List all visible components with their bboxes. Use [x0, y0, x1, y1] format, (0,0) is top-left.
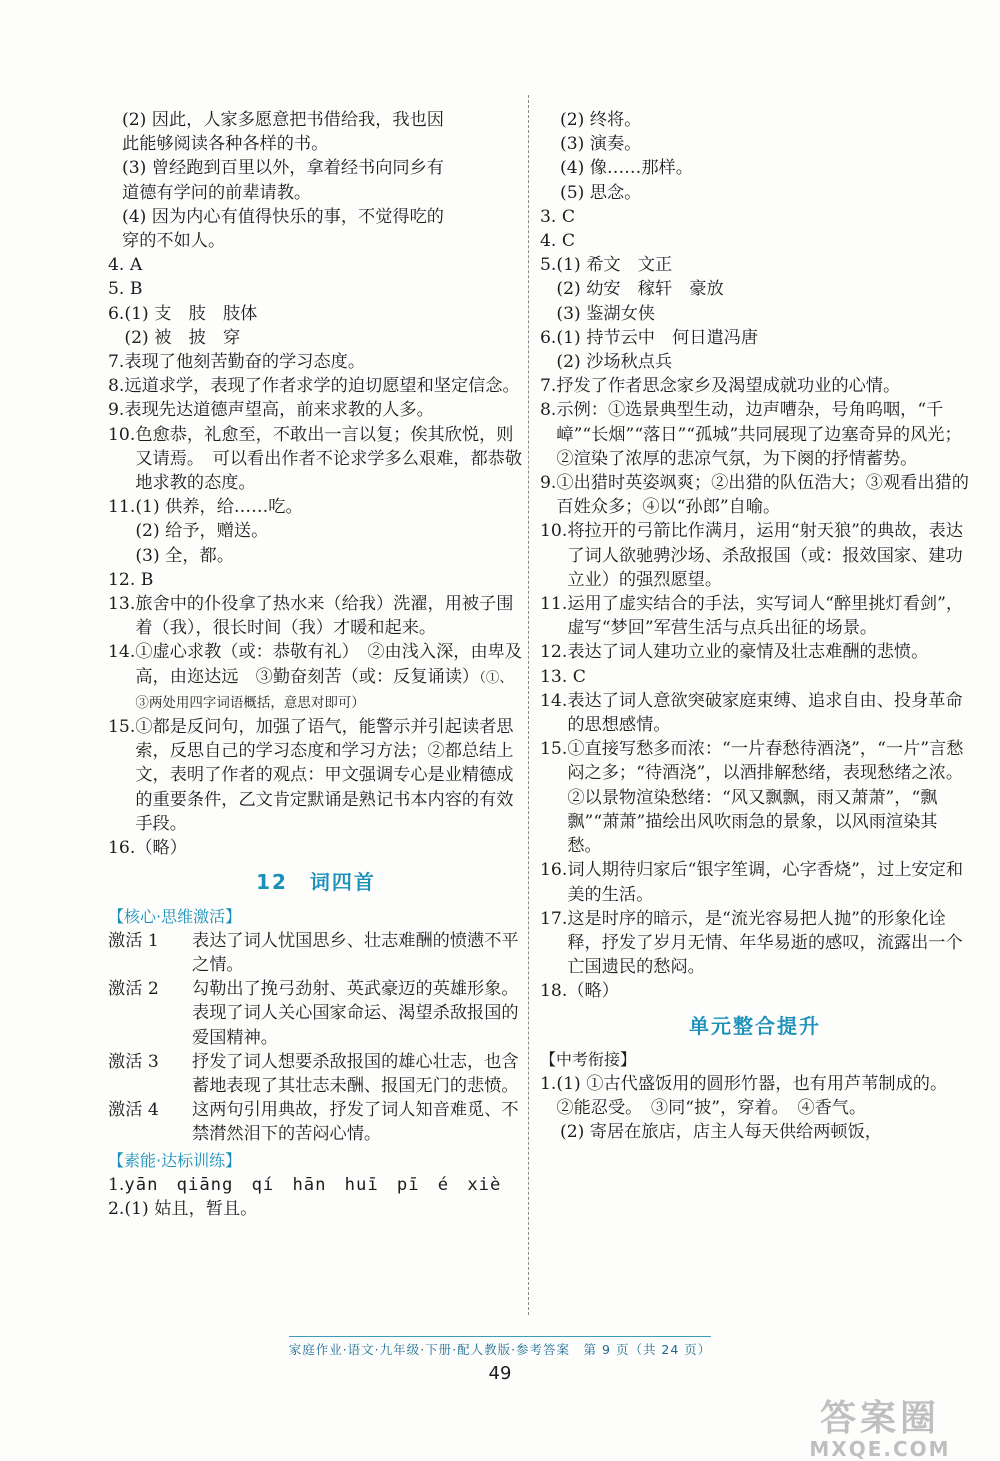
- section-core: 【核心·思维激活】: [108, 906, 242, 926]
- answer-r16: 16. 词人期待归家后“银字笙调，心字香烧”，过上安定和美的生活。: [540, 860, 964, 905]
- answer-15: 15. ①都是反问句，加强了语气，能警示并引起读者思索，反思自己的学习态度和学习方法；②都总结上文，表明了作者的观点：甲文强调专心是业精德成的重要条件，乙文肯定默诵是熟记书本内容的有效手段。: [108, 717, 514, 834]
- answer-r3: 3. C: [540, 206, 576, 227]
- answer-r11: 11. 运用了虚实结合的手法，实写词人“醉里挑灯看剑”，虚写“梦回”军营生活与点兵出征的场景。: [540, 594, 964, 639]
- answer-r14: 14. 表达了词人意欲突破家庭束缚、追求自由、投身革命的思想感情。: [540, 690, 963, 736]
- answer-6: 6. (1) 支 肢 肢体 (2) 被 披 穿: [108, 303, 258, 348]
- right-column: [540, 108, 970, 1145]
- answer-2-5: (5) 思念。: [560, 182, 642, 203]
- answer-r10: 10. 将拉开的弓箭比作满月，运用“射天狼”的典故，表达了词人欲驰骋沙场、杀敌报国（或：报效国家、建功立业）的强烈愿望。: [540, 521, 964, 590]
- answer-r8: 8. 示例：①选景典型生动，边声嘈杂，号角呜咽，“千嶂”“长烟”“落日”“孤城”共同展现了边塞奇异的风光；②渲染了浓厚的悲凉气氛，为下阕的抒情蓄势。: [540, 400, 962, 469]
- exam-1: 1. (1) ①古代盛饭用的圆形竹器，也有用芦苇制成的。 ②能忍受。 ③同“披”，穿着。 ④香气。: [540, 1073, 956, 1119]
- answer-8: 8. 远道求学，表现了作者求学的迫切愿望和坚定信念。: [108, 376, 520, 397]
- training-2: 2. (1) 姑且，暂且。: [108, 1198, 258, 1219]
- page-footer: [0, 1336, 1000, 1358]
- training-1: 1. yān qiāng qí hān huī pī é xiè: [108, 1174, 502, 1195]
- answer-2-4: (4) 像……那样。: [560, 158, 693, 179]
- unit-title: 单元整合提升: [689, 1013, 821, 1038]
- answer-2-2: (2) 终将。: [560, 110, 642, 130]
- lesson-title: 12 词四首: [256, 870, 376, 895]
- answer-12: 12. B: [108, 569, 154, 590]
- answer-3-2: (2) 因此，人家多愿意把书借给我，我也因 此能够阅读各种各样的书。: [122, 110, 444, 155]
- exam-1-2: (2) 寄居在旅店，店主人每天供给两顿饭，: [560, 1122, 882, 1143]
- answer-3-4: (4) 因为内心有值得快乐的事，不觉得吃的 穿的不如人。: [122, 206, 444, 252]
- answer-11: 11. (1) 供养，给……吃。 (2) 给予，赠送。 (3) 全，都。: [108, 497, 303, 566]
- answer-2-3: (3) 演奏。: [560, 134, 642, 155]
- answer-9: 9. 表现先达道德声望高，前来求教的人多。: [108, 400, 434, 421]
- answer-7: 7. 表现了他刻苦勤奋的学习态度。: [108, 352, 366, 373]
- section-skill: 【素能·达标训练】: [108, 1150, 242, 1170]
- watermark-logo: 答案圈 MXQE.COM: [809, 1398, 951, 1461]
- answer-r15: 15. ①直接写愁多而浓：“一片春愁待酒浇”，“一片”言愁闷之多；“待酒浇”，以酒排解愁绪，表现愁绪之浓。②以景物渲染愁绪：“风又飘飘，雨又萧萧”，“飘飘”“萧萧”描绘出风吹雨急的景象，以风雨渲染其愁。: [540, 739, 964, 857]
- answer-r13: 13. C: [540, 666, 586, 687]
- activation-item: 激活 3 抒发了词人想要杀敌报国的雄心壮志，也含蓄地表现了其壮志未酬、报国无门的悲愤。: [108, 1051, 519, 1096]
- page-number: 49: [488, 1363, 512, 1384]
- answer-r5: 5. (1) 希文 文正 (2) 幼安 稼轩 豪放 (3) 鉴湖女侠: [540, 255, 724, 324]
- answer-5: 5. B: [108, 279, 143, 300]
- activation-item: 激活 4 这两句引用典故，抒发了词人知音难觅、不禁潸然泪下的苦闷心情。: [108, 1100, 519, 1145]
- activation-item: 激活 1 表达了词人忧国思乡、壮志难酬的愤懑不平之情。: [108, 930, 519, 975]
- answer-r6: 6. (1) 持节云中 何日遣冯唐 (2) 沙场秋点兵: [540, 327, 759, 373]
- answer-r12: 12. 表达了词人建功立业的豪情及壮志难酬的悲愤。: [540, 642, 929, 663]
- answer-10: 10. 色愈恭，礼愈至，不敢出一言以复；俟其欣悦，则又请焉。 可以看出作者不论求学多么艰难，都恭敬地求教的态度。: [108, 424, 523, 494]
- answer-3-3: (3) 曾经跑到百里以外，拿着经书向同乡有 道德有学问的前辈请教。: [122, 158, 444, 203]
- answer-r4: 4. C: [540, 231, 576, 252]
- answer-r17: 17. 这是时序的暗示，是“流光容易把人抛”的形象化诠释，抒发了岁月无情、年华易逝的感叹，流露出一个亡国遗民的愁闷。: [540, 908, 963, 978]
- column-divider: [528, 95, 529, 1315]
- footer-text: 家庭作业·语文·九年级·下册·配人教版·参考答案 第 9 页（共 24 页）: [289, 1336, 712, 1358]
- answer-16: 16.（略）: [108, 838, 187, 859]
- answer-r9: 9. ①出猎时英姿飒爽；②出猎的队伍浩大；③观看出猎的百姓众多；④以“孙郎”自喻。: [540, 473, 969, 518]
- activation-item: 激活 2 勾勒出了挽弓劲射、英武豪迈的英雄形象。 表现了词人关心国家命运、渴望杀敌报国的爱国精神。: [108, 979, 528, 1048]
- answer-r7: 7. 抒发了作者思念家乡及渴望成就功业的心情。: [540, 376, 901, 397]
- answer-14: 14. ①虚心求教（或：恭敬有礼） ②由浅入深，由卑及高，由迩达远 ③勤奋刻苦（或：反复诵读）（①、③两处用四字词语概括，意思对即可）: [108, 642, 523, 711]
- answer-4: 4. A: [108, 255, 143, 276]
- answer-13: 13. 旅舍中的仆役拿了热水来（给我）洗濯，用被子围着（我），很长时间（我）才暖和起来。: [108, 594, 514, 639]
- section-exam: 【中考衔接】: [540, 1049, 637, 1069]
- answer-r18: 18.（略）: [540, 981, 619, 1002]
- left-column: [108, 108, 528, 1221]
